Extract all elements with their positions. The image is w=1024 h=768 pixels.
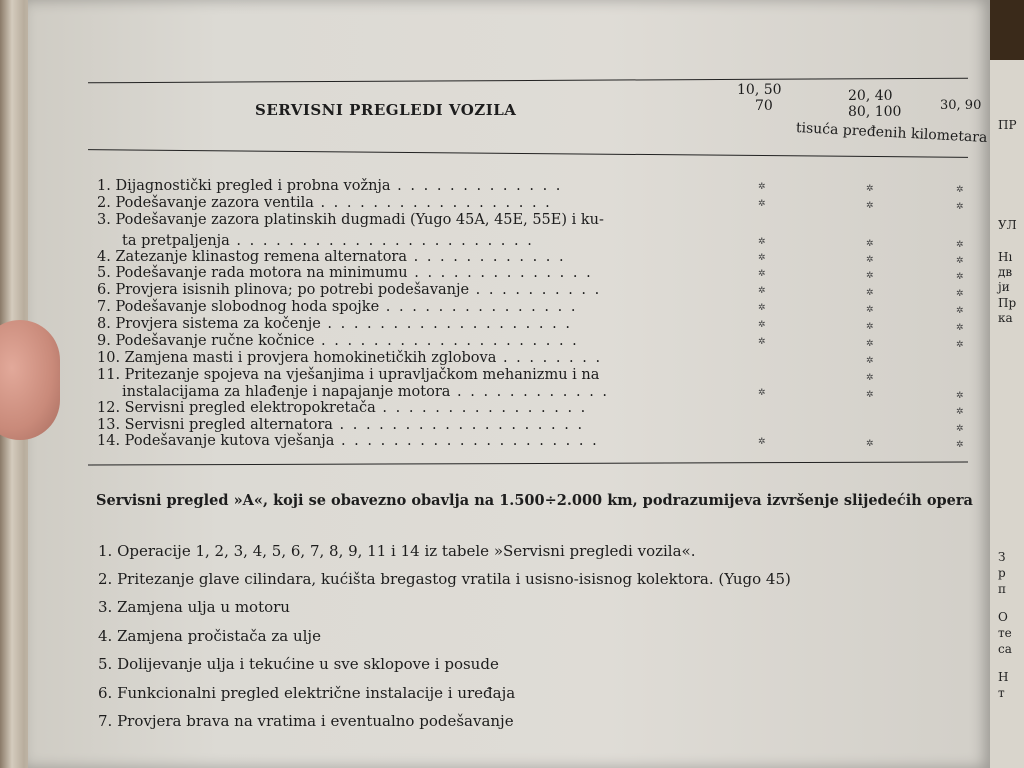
service-mark: ✲: [866, 200, 874, 211]
operation-item: 2. Pritezanje glave cilindara, kućišta bregastog vratila i usisno-isisnog kolektora. (Yugo 45): [98, 570, 791, 588]
row-number: 5.: [97, 265, 116, 281]
operation-item: 7. Provjera brava na vratima i eventualno podešavanje: [98, 712, 514, 730]
row-number: 10.: [97, 350, 125, 366]
service-mark: ✲: [866, 304, 874, 315]
facing-text: Пр: [998, 296, 1017, 310]
row-number: 11.: [97, 367, 125, 383]
service-mark: ✲: [956, 256, 964, 266]
table-row: [97, 316, 572, 332]
table-row: [97, 249, 566, 265]
table-row: [97, 350, 602, 366]
row-number: 4.: [97, 249, 116, 265]
service-mark: ✲: [866, 338, 874, 349]
service-mark: ✲: [758, 320, 766, 330]
row-text: Servisni pregled alternatora: [124, 417, 333, 433]
service-mark: ✲: [956, 340, 964, 350]
row-text: ta pretpaljenja: [122, 233, 230, 249]
row-leader-dots: . . . . . . . . . . . . . . . . . . . .: [334, 433, 599, 449]
table-row: [97, 417, 584, 433]
table-row: [97, 195, 552, 211]
service-mark: ✲: [956, 323, 964, 333]
table-row: [97, 333, 579, 349]
table-row: [97, 299, 577, 315]
row-number: 13.: [97, 417, 125, 433]
table-row: [97, 178, 562, 194]
service-mark: ✲: [758, 388, 766, 398]
row-text: Pritezanje spojeva na vješanjima i upravljačkom mehanizmu i na: [124, 367, 600, 383]
row-text: Podešavanje slobodnog hoda spojke: [115, 299, 380, 315]
service-mark: ✲: [866, 355, 874, 366]
operation-item: 4. Zamjena pročistača za ulje: [98, 627, 321, 645]
operation-item: 6. Funkcionalni pregled električne instalacije i uređaja: [98, 684, 516, 702]
service-mark: ✲: [758, 237, 766, 247]
column-unit-label: tisuća pređenih kilometara: [795, 120, 988, 147]
facing-text: УЛ: [998, 218, 1017, 232]
service-mark: ✲: [866, 372, 874, 383]
facing-text: ПР: [998, 118, 1017, 132]
facing-text: Hı: [998, 250, 1013, 264]
facing-text: ка: [998, 311, 1013, 325]
service-a-paragraph: Servisni pregled »A«, koji se obavezno obavlja na 1.500÷2.000 km, podrazumijeva izvršenje slijedećih opera: [96, 492, 973, 509]
row-text: Podešavanje kutova vješanja: [124, 433, 335, 449]
service-mark: ✲: [758, 337, 766, 347]
service-mark: ✲: [866, 254, 874, 265]
table-row: [97, 433, 599, 449]
facing-text: Н: [998, 670, 1009, 684]
row-leader-dots: . . . . . . . . . . . . . . . .: [375, 400, 588, 416]
table-row: [97, 400, 587, 416]
row-text: Provjera isisnih plinova; po potrebi podešavanje: [115, 282, 470, 298]
facing-text: ји: [998, 280, 1010, 294]
service-mark: ✲: [758, 199, 766, 209]
row-text: Zatezanje klinastog remena alternatora: [115, 249, 407, 265]
row-number: 7.: [97, 299, 116, 315]
col2-header-line2: 80, 100: [848, 104, 902, 120]
col1-header-line1: 10, 50: [737, 82, 782, 98]
table-row: [122, 233, 534, 249]
row-number: 12.: [97, 400, 125, 416]
service-mark: ✲: [956, 391, 964, 401]
col3-header-line1: 30, 90: [940, 98, 982, 113]
service-mark: ✲: [956, 240, 964, 250]
facing-text: р: [998, 566, 1006, 580]
operation-item: 3. Zamjena ulja u motoru: [98, 598, 290, 616]
service-mark: ✲: [758, 182, 766, 192]
service-mark: ✲: [866, 287, 874, 298]
row-leader-dots: . . . . . . . . . . . . . . . . . . . .: [314, 333, 579, 349]
row-number: 2.: [97, 195, 116, 211]
operation-item: 1. Operacije 1, 2, 3, 4, 5, 6, 7, 8, 9, 11 i 14 iz tabele »Servisni pregledi vozila«.: [98, 542, 696, 560]
row-leader-dots: . . . . . . . . . . . . . . . . . . .: [332, 417, 585, 433]
row-number: 9.: [97, 333, 116, 349]
service-mark: ✲: [866, 438, 874, 449]
row-text: Podešavanje zazora ventila: [115, 195, 314, 211]
facing-text: п: [998, 582, 1006, 596]
operation-item: 5. Dolijevanje ulja i tekućine u sve sklopove i posude: [98, 655, 499, 673]
col1-header-line2: 70: [755, 98, 773, 114]
service-mark: ✲: [866, 183, 874, 194]
row-number: 1.: [97, 178, 116, 194]
service-mark: ✲: [956, 306, 964, 316]
service-mark: ✲: [758, 286, 766, 296]
row-text: Podešavanje rada motora na minimumu: [115, 265, 408, 281]
row-leader-dots: . . . . . . . . . . . .: [450, 384, 610, 400]
service-mark: ✲: [956, 424, 964, 434]
table-row: [97, 367, 599, 383]
service-mark: ✲: [956, 185, 964, 195]
row-text: Zamjena masti i provjera homokinetičkih zglobova: [124, 350, 497, 366]
row-number: 14.: [97, 433, 125, 449]
facing-text: те: [998, 626, 1012, 640]
service-mark: ✲: [866, 270, 874, 281]
facing-text: дв: [998, 265, 1013, 279]
col2-header-line1: 20, 40: [848, 88, 893, 104]
table-row: [97, 265, 593, 281]
row-text: instalacijama za hlađenje i napajanje motora: [122, 384, 451, 400]
service-mark: ✲: [956, 272, 964, 282]
row-leader-dots: . . . . . . . . . . . . . . .: [379, 299, 578, 315]
row-leader-dots: . . . . . . . . . .: [469, 282, 602, 298]
service-mark: ✲: [866, 321, 874, 332]
service-mark: ✲: [758, 303, 766, 313]
row-number: 3.: [97, 212, 116, 228]
row-number: 8.: [97, 316, 116, 332]
service-mark: ✲: [956, 440, 964, 450]
row-leader-dots: . . . . . . . . . . . . .: [390, 178, 563, 194]
row-leader-dots: . . . . . . . . . . . .: [407, 249, 566, 265]
facing-text: т: [998, 686, 1005, 700]
row-number: 6.: [97, 282, 116, 298]
row-leader-dots: . . . . . . . . . . . . . . . . . .: [313, 195, 552, 211]
row-text: Servisni pregled elektropokretača: [124, 400, 376, 416]
row-text: Podešavanje ručne kočnice: [115, 333, 315, 349]
table-row: [97, 212, 604, 228]
service-mark: ✲: [866, 238, 874, 249]
facing-page-fragment: [990, 60, 1024, 768]
row-leader-dots: . . . . . . . . . . . . . . . . . . . . . . .: [229, 233, 534, 249]
table-row: [122, 384, 609, 400]
service-mark: ✲: [866, 389, 874, 400]
table-title: SERVISNI PREGLEDI VOZILA: [255, 101, 517, 119]
facing-text: са: [998, 642, 1012, 656]
service-mark: ✲: [758, 269, 766, 279]
service-mark: ✲: [758, 437, 766, 447]
service-mark: ✲: [758, 253, 766, 263]
row-text: Podešavanje zazora platinskih dugmadi (Yugo 45A, 45E, 55E) i ku-: [115, 212, 604, 228]
service-mark: ✲: [956, 407, 964, 417]
row-leader-dots: . . . . . . . . . . . . . . . . . . .: [320, 316, 572, 332]
table-row: [97, 282, 601, 298]
service-mark: ✲: [956, 202, 964, 212]
row-leader-dots: . . . . . . . .: [496, 350, 603, 366]
facing-text: О: [998, 610, 1008, 624]
row-text: Dijagnostički pregled i probna vožnja: [115, 178, 391, 194]
facing-text: З: [998, 550, 1006, 564]
row-text: Provjera sistema za kočenje: [115, 316, 321, 332]
row-leader-dots: . . . . . . . . . . . . . .: [407, 265, 593, 281]
service-mark: ✲: [956, 289, 964, 299]
thumb: [0, 320, 60, 440]
